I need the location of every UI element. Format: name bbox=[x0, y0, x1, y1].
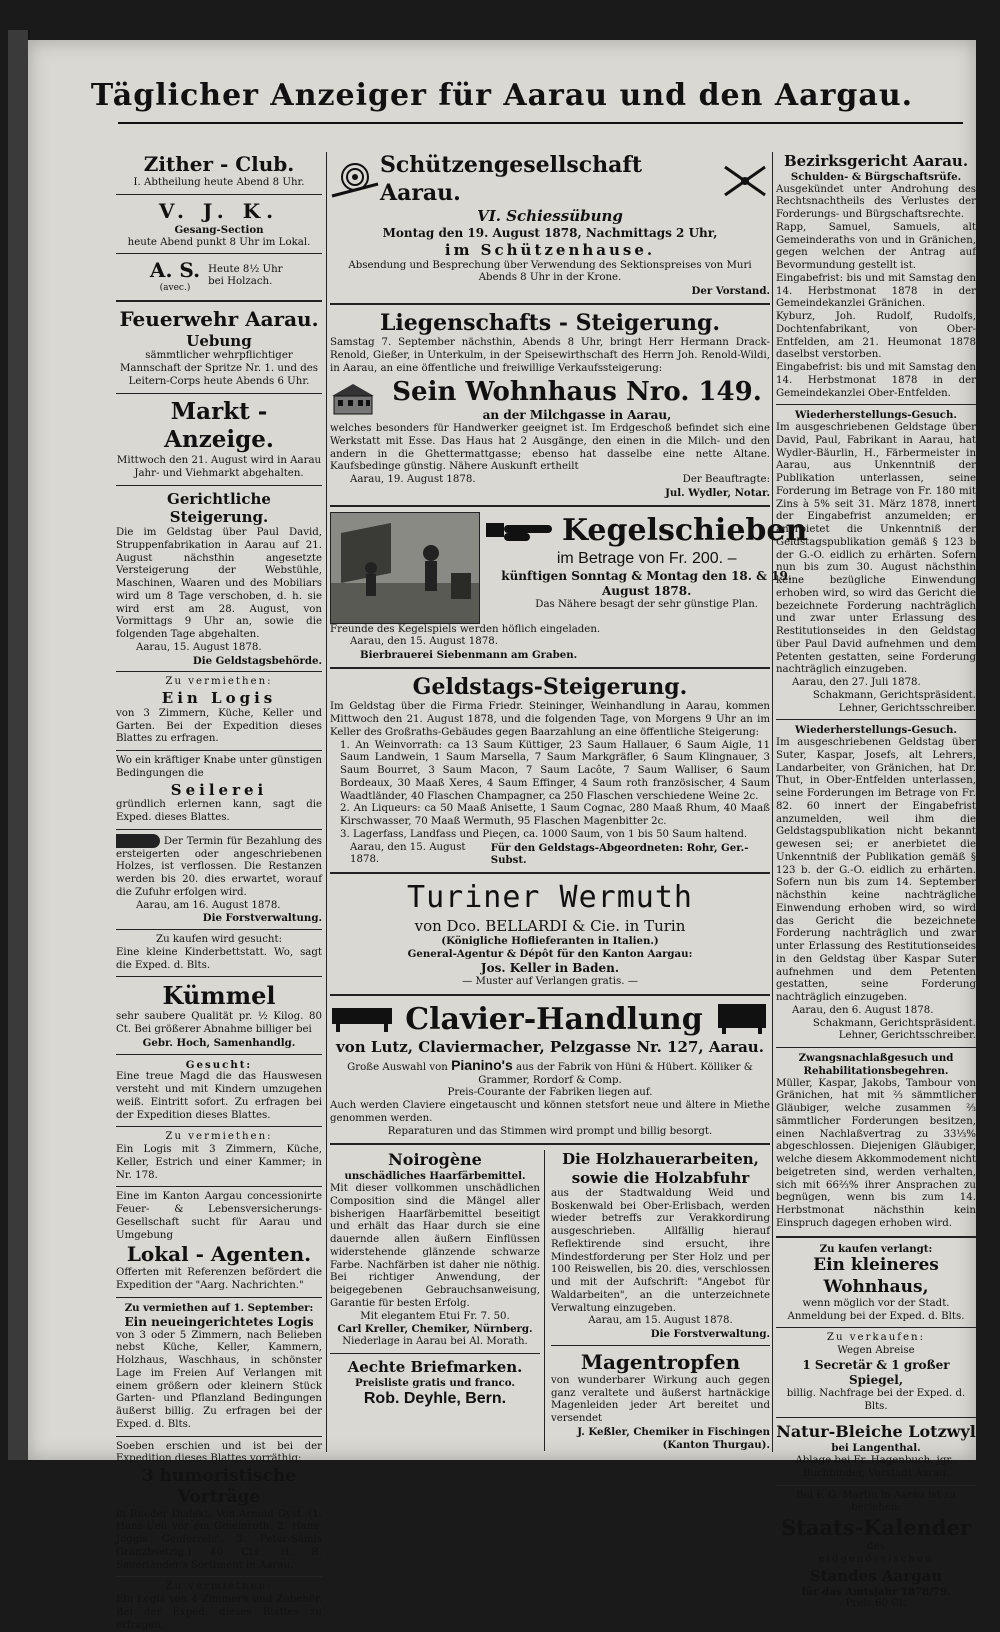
staats-year: für das Amtsjahr 1878/79. bbox=[801, 1585, 951, 1598]
schuetzen-place: im Schützenhause. bbox=[444, 240, 656, 259]
staats-intro: Bei F. G. Martin in Aarau ist zu beziehen: bbox=[796, 1489, 956, 1514]
natur-title: Natur-Bleiche Lotzwyl bbox=[776, 1422, 976, 1442]
sec-title: 1 Secretär & 1 großer Spiegel, bbox=[802, 1357, 950, 1387]
logis-text: von 3 Zimmern, Küche, Keller und Garten. Bei der Expedition dieses Blattes zu erfragen. bbox=[116, 707, 322, 745]
kegel-plan: Das Nähere besagt der sehr günstige Plan. bbox=[535, 599, 758, 610]
wermuth-title: Turiner Wermuth bbox=[407, 880, 693, 915]
sec-text2: billig. Nachfrage bei der Exped. d. Blts. bbox=[786, 1387, 966, 1412]
kegel-sub: im Betrage von Fr. 200. – bbox=[556, 550, 737, 567]
feuer-text: sämmtlicher wehrpflichtiger Mannschaft der Spritze Nr. 1. und des Leitern-Corps heute Abends 6 Uhr. bbox=[119, 350, 319, 387]
wohnhaus-title: Ein kleineres Wohnhaus, bbox=[813, 1255, 939, 1297]
liegen-date: Aarau, 19. August 1878. bbox=[350, 474, 476, 485]
sept-title: Ein neueingerichtetes Logis bbox=[124, 1314, 314, 1329]
magen-text: von wunderbarer Wirkung auch gegen ganz veraltete und äußerst hartnäckige Magenleiden jeder Art bereitet und versendet bbox=[551, 1374, 770, 1424]
kegel-ad bbox=[330, 512, 808, 624]
liegen-sign1: Der Beauftragte: bbox=[682, 474, 770, 485]
schuetzen-date: Montag den 19. August 1878, Nachmittags 2 Uhr, bbox=[382, 225, 718, 240]
house-icon bbox=[330, 382, 376, 416]
clavier-pian: Pianino's bbox=[451, 1056, 513, 1073]
bez-sub: Schulden- & Bürgschaftsrüfe. bbox=[790, 170, 962, 183]
bez-text3: Eingabefrist: bis und mit Samstag den 14. Herbstmonat 1878 in der Gemeindekanzlei Gränichen. bbox=[776, 272, 976, 310]
noir-text: Mit dieser vollkommen unschädlichen Composition sind die Mängel aller bisherigen Haarfärbemittel beseitigt und erhält das Haar durch sie eine dauernde allen äußern Einflüssen widerstehende glänzende schwarze Farbe. Nachfärben ist daher nie nöthig. Bei richtiger Anwendung, der beigegebenen Gebrauchsanweisung, Garantie für besten Erfolg. bbox=[330, 1183, 540, 1309]
crossed-rifles-icon bbox=[720, 162, 770, 198]
logis-title: Ein Logis bbox=[161, 689, 277, 707]
wohnhaus-text: wenn möglich vor der Stadt. Anmeldung bei der Exped. d. Blts. bbox=[787, 1297, 965, 1322]
markt-text: Mittwoch den 21. August wird in Aarau Jahr- und Viehmarkt abgehalten. bbox=[116, 455, 322, 479]
as-title: A. S. bbox=[149, 258, 201, 283]
page-edge bbox=[8, 30, 30, 1460]
wermuth-name: Jos. Keller in Baden. bbox=[480, 960, 620, 975]
feuer-title: Feuerwehr Aarau. bbox=[119, 306, 319, 331]
bottom-middle bbox=[330, 1150, 770, 1451]
wied2-sign1: Schakmann, Gerichtspräsident. bbox=[812, 1017, 976, 1029]
masthead-rule bbox=[118, 122, 963, 124]
liegen-footer bbox=[330, 474, 770, 487]
holzh-ad bbox=[551, 1150, 770, 1451]
as-avec: (avec.) bbox=[159, 283, 191, 294]
wied2-text: Im ausgeschriebenen Geldstag über Suter, Kaspar, Josefs, alt Lehrers, Landarbeiter, von Gränichen, hat Dr. Thut, in Ober-Entfelden unterlassen, seine Forderungen im Betrage von Fr. 82. 60 innert der Eingabefrist anzumelden, weil ihm die Geldstagspublikation nicht bekannt gewesen sei; er anerbietet die Unkenntniß der Publikation gemäß § 123 b. der G.-O. eidlich zu erhärten. Sofern nun bis zum 14. September nächsthin keine nachträgliche Einwendung erhoben wird, so wird das Gericht die bezeichnete Forderung nachträglich und zwar unter Erlassung des Restitutionseides in den Geldstag über Kaspar Suter aufnehmen und dem Petenten gestatten, seine Forderung nachträglich einzugeben. bbox=[776, 737, 976, 1003]
seilerei-title: Seilerei bbox=[170, 780, 268, 799]
vjk-text1: Gesang-Section bbox=[174, 223, 264, 236]
left-column bbox=[116, 152, 322, 1632]
knabe-text: Wo ein kräftiger Knabe unter günstigen Bedingungen die bbox=[116, 755, 322, 779]
noir-sign: Carl Kreller, Chemiker, Nürnberg. bbox=[337, 1323, 533, 1336]
target-icon bbox=[330, 162, 380, 198]
bez-title: Bezirksgericht Aarau. bbox=[783, 152, 969, 170]
zwang-text: Müller, Kaspar, Jakobs, Tambour von Gränichen, hat mit ⅔ sämmtlicher Gläubiger, welche zusammen ⅔ sämmtlicher Forderungen besitzen, einen Nachlaßvertrag zu 33⅓% abgeschlossen. Diejenigen Gläubiger, welche diesem Akkommodement nicht beigetreten sind, werden verhalten, sich mit 66⅔% ihrer Ansprachen zu begnügen, wenn bis zum 14. Herbstmonat nächsthin kein Einspruch dagegen erhoben wird. bbox=[776, 1077, 976, 1229]
markt-title: Markt - Anzeige. bbox=[164, 397, 274, 454]
kegel-title: Kegelschieben bbox=[562, 512, 808, 548]
right-column bbox=[776, 152, 976, 1611]
liegen-house-row bbox=[330, 376, 770, 424]
clavier-text5: Reparaturen und das Stimmen wird prompt und billig besorgt. bbox=[387, 1125, 713, 1137]
brief-name: Rob. Deyhle, Bern. bbox=[363, 1390, 507, 1408]
kinder-text: Eine kleine Kinderbettstatt. Wo, sagt die Exped. d. Blts. bbox=[116, 946, 322, 971]
wied1-title: Wiederherstellungs-Gesuch. bbox=[795, 409, 957, 422]
kuemmel-sign: Gebr. Hoch, Samenhandlg. bbox=[142, 1036, 296, 1049]
feuer-sub: Uebung bbox=[186, 331, 252, 350]
clavier-text2: aus der Fabrik von Hüni & Hübert. Kölliker & Grammer, Rordorf & Comp. bbox=[478, 1061, 753, 1086]
holzh-date: Aarau, am 15. August 1878. bbox=[588, 1315, 733, 1327]
sept-text: von 3 oder 5 Zimmern, nach Belieben nebst Küche, Keller, Kammern, Holzhaus, Waschhaus, in schönster Lage im Freien Auf Verlangen mit einem größern oder kleinern Stück Garten- und Pflanzland Bedingungen äußerst billig. Zu erfragen bei der Exped. d. Blts. bbox=[116, 1329, 322, 1430]
wermuth-sub: von Dco. BELLARDI & Cie. in Turin bbox=[414, 916, 686, 935]
schuetzen-sign: Der Vorstand. bbox=[691, 285, 770, 297]
brief-title: Aechte Briefmarken. bbox=[347, 1357, 523, 1376]
natur-sub: bei Langenthal. bbox=[831, 1442, 921, 1455]
pointing-hand-icon bbox=[486, 517, 556, 543]
zither-title: Zither - Club. bbox=[143, 152, 295, 176]
geld-sign: Für den Geldstags-Abgeordneten: Rohr, Ger.-Subst. bbox=[490, 841, 749, 867]
logis2-text: Ein Logis mit 3 Zimmern, Küche, Keller, Estrich und einer Kammer; in Nr. 178. bbox=[116, 1144, 322, 1181]
schuetzen-title: Schützengesellschaft Aarau. bbox=[380, 152, 643, 206]
holzh-text: aus der Stadtwaldung Weid und Boskenwald bei Ober-Erlisbach, werden wieder betreffs zur Verakkordirung ausgeschrieben. Allfällig hierauf Reflektirende sind ersucht, ihre Mindestforderung per Ster Holz und per 100 Reiswellen, bis 20. dies, verschlossen und mit der Aufschrift: "Angebot für Waldarbeiten", an die unterzeichnete Verwaltung einzugeben. bbox=[551, 1187, 770, 1314]
wied2-sign2: Lehner, Gerichtsschreiber. bbox=[838, 1030, 976, 1042]
bez-text1: Ausgekündet unter Androhung des Rechtsnachtheils des Verlustes der Forderungs- und Bürgschaftsrechte. bbox=[776, 183, 976, 220]
liegen-title: Liegenschafts - Steigerung. bbox=[379, 309, 721, 336]
kegel-date: künftigen Sonntag & Montag den 18. & 19. August 1878. bbox=[501, 569, 793, 598]
vortrag-title: 3 humoristische Vorträge bbox=[141, 1466, 297, 1508]
wermuth-agent: General-Agentur & Dépôt für den Kanton Aargau: bbox=[407, 948, 693, 960]
wermuth-muster: — Muster auf Verlangen gratis. — bbox=[462, 975, 638, 987]
zukaufen: Zu kaufen wird gesucht: bbox=[155, 934, 283, 945]
masthead: Täglicher Anzeiger für Aarau und den Aargau. bbox=[90, 78, 914, 113]
lokal-title: Lokal - Agenten. bbox=[126, 1242, 312, 1267]
as-text: Heute 8½ Uhr bei Holzach. bbox=[208, 263, 283, 288]
ger-text: Die im Geldstag über Paul David, Struppenfabrikation in Aarau auf 21. August nächsthin angesetzte Versteigerung der Webstühle, Maschinen, Waaren und des Mobiliars wird um 8 Tage verschoben, d. h. sie wird erst am 28. August, von Vormittags 9 Uhr an, sowie die folgenden Tage abgehalten. bbox=[116, 527, 322, 640]
magd-text: Eine treue Magd die das Hauswesen versteht und mit Kindern umzugehen weiß. Eintritt sofort. Zu erfragen bei der Expedition dieses Blattes. bbox=[116, 1071, 322, 1121]
holzh-sign: Die Forstverwaltung. bbox=[650, 1328, 770, 1340]
ger-title: Gerichtliche Steigerung. bbox=[167, 489, 271, 527]
noir-sub: unschädliches Haarfärbemittel. bbox=[344, 1170, 526, 1183]
wied1-sign2: Lehner, Gerichtsschreiber. bbox=[838, 702, 976, 714]
magen-sign: J. Keßler, Chemiker in Fischingen (Kanton Thurgau). bbox=[577, 1425, 770, 1451]
wied1-sign1: Schakmann, Gerichtspräsident. bbox=[812, 689, 976, 701]
liegen-street: an der Milchgasse in Aarau, bbox=[482, 408, 672, 422]
staats-stand: Standes Aargau bbox=[809, 1566, 943, 1585]
feuerv-text: Eine im Kanton Aargau concessionirte Feuer- & Lebensversicherungs-Gesellschaft sucht für Aarau und Umgebung bbox=[116, 1191, 322, 1241]
lokal-text: Offerten mit Referenzen befördert die Expedition der "Aarg. Nachrichten." bbox=[116, 1267, 322, 1291]
clavier-text1: Große Auswahl von bbox=[347, 1061, 448, 1073]
column-divider-left bbox=[326, 152, 327, 1452]
staats-price: Preis 60 Ct. bbox=[845, 1598, 907, 1610]
wermuth-sub2: (Königliche Hoflieferanten in Italien.) bbox=[441, 935, 659, 948]
logis3-text: Ein Logis von 4 Zimmern und Zubehör. Bei der Exped. dieses Blattes zu erfragen. bbox=[116, 1594, 322, 1631]
magen-title: Magentropfen bbox=[580, 1349, 741, 1374]
liegen-text2: welches besonders für Handwerker geeignet ist. Im Erdgeschoß befindet sich eine Werkstatt mit Esse. Das Haus hat 2 Ausgänge, den einen in die Milch- und den andern in die Ghettermattgasse; ebenso hat dasselbe eine nette Altane. Kaufsbedinge günstig. Nähere Auskunft ertheilt bbox=[330, 423, 770, 473]
middle-column bbox=[330, 152, 808, 1451]
liegen-sign2: Jul. Wydler, Notar. bbox=[665, 486, 770, 499]
kegel-date2: Aarau, den 15. August 1878. bbox=[350, 636, 498, 648]
noir-ad bbox=[330, 1150, 545, 1451]
geld-text: Im Geldstag über die Firma Friedr. Steininger, Weinhandlung in Aarau, kommen Mittwoch den 21. August 1878, und die folgenden Tage, von Morgens 9 Uhr an im Keller des Großraths-Gebäudes gegen Baarzahlung an eine öffentliche Steigerung: bbox=[330, 701, 770, 738]
clavier-header bbox=[330, 1001, 770, 1039]
geld-footer bbox=[330, 842, 770, 868]
schuetzen-text: Absendung und Besprechung über Verwendung des Sektionspreises von Muri Abends 8 Uhr in der Krone. bbox=[348, 259, 752, 284]
zuverm3: Zu vermiethen: bbox=[165, 1581, 273, 1593]
ger-sign: Die Geldstagsbehörde. bbox=[192, 654, 322, 667]
clavier-title: Clavier-Handlung bbox=[405, 1001, 703, 1037]
kuemmel-title: Kümmel bbox=[162, 981, 276, 1011]
holz-sign: Die Forstverwaltung. bbox=[202, 912, 322, 925]
vortrag-intro: Soeben erschien und ist bei der Expedition dieses Blattes vorräthig: bbox=[116, 1440, 322, 1465]
as-ad bbox=[116, 258, 322, 294]
wied1-date: Aarau, den 27. Juli 1878. bbox=[792, 677, 921, 688]
holzh-title: Die Holzhauerarbeiten, sowie die Holzabfuhr bbox=[562, 1150, 759, 1187]
sec-text1: Wegen Abreise bbox=[837, 1345, 915, 1356]
kegel-text: Freunde des Kegelspiels werden höflich eingeladen. bbox=[330, 623, 601, 635]
noir-price: Mit elegantem Etui Fr. 7. 50. bbox=[360, 1310, 510, 1322]
clavier-text4: Auch werden Claviere eingetauscht und können stetsfort neue und ältere in Miethe genommen werden. bbox=[330, 1100, 770, 1124]
staats-des: des bbox=[867, 1541, 885, 1553]
gesucht: Gesucht: bbox=[185, 1058, 253, 1071]
zither-text: I. Abtheilung heute Abend 8 Uhr. bbox=[133, 177, 305, 188]
vortrag-text: in Rueder Dialekt. Von Arnold Gyst. (1. Hans-Ueli vor em Gmeinroth. 2. Hans-Joggis Genferreis'. 3. Peter-Sämis Gränzbsetzig.) 40 Cts. H. R. Sauerländer's Sortiment in Aarau. bbox=[116, 1508, 322, 1571]
natur-text: Ablage bei Fr. Hagenbuch, jgr., Buchbinder, Vorstadt Aarau. bbox=[795, 1455, 957, 1479]
newspaper-page bbox=[28, 40, 976, 1631]
clavier-sub: von Lutz, Claviermacher, Pelzgasse Nr. 127, Aarau. bbox=[336, 1038, 764, 1056]
seilerei-text: gründlich erlernen kann, sagt die Exped. dieses Blattes. bbox=[116, 799, 322, 823]
zuverm1: Zu vermiethen: bbox=[165, 676, 273, 688]
wied2-title: Wiederherstellungs-Gesuch. bbox=[795, 724, 957, 737]
noir-title: Noirogène bbox=[388, 1150, 482, 1170]
bez-text4: Kyburz, Joh. Rudolf, Rudolfs, Dochtenfabrikant, von Ober-Entfelden, am 21. Heumonat 1878 daselbst verstorben. bbox=[776, 311, 976, 361]
kuemmel-text: sehr saubere Qualität pr. ½ Kilog. 80 Ct. Bei größerer Abnahme billiger bei bbox=[116, 1011, 322, 1035]
vjk-text2: heute Abend punkt 8 Uhr im Lokal. bbox=[127, 236, 311, 248]
column-divider-right bbox=[772, 152, 773, 1452]
noir-dep: Niederlage in Aarau bei Al. Morath. bbox=[342, 1336, 528, 1347]
piano-icon bbox=[330, 1004, 394, 1034]
geld-item2: 2. An Liqueurs: ca 50 Maaß Anisette, 1 Saum Cognac, 280 Maaß Rhum, 40 Maaß Kirschwasser, 70 Maaß Wermuth, 95 Flaschen Magenbitter 2c. bbox=[340, 803, 770, 827]
zuverm2: Zu vermiethen: bbox=[165, 1131, 273, 1143]
holz-date: Aarau, am 16. August 1878. bbox=[136, 899, 281, 911]
liegen-big: Sein Wohnhaus Nro. 149. bbox=[392, 376, 762, 407]
kegel-sign: Bierbrauerei Siebenmann am Graben. bbox=[360, 649, 578, 661]
wied2-date: Aarau, den 6. August 1878. bbox=[792, 1004, 934, 1016]
clavier-text3: Preis-Courante der Fabriken liegen auf. bbox=[447, 1087, 653, 1099]
verkaufen: Zu verkaufen: bbox=[826, 1332, 926, 1344]
schuetzen-header bbox=[330, 152, 770, 207]
sept-head: Zu vermiethen auf 1. September: bbox=[124, 1301, 314, 1314]
bowling-illustration bbox=[330, 512, 480, 624]
liegen-text: Samstag 7. September nächsthin, Abends 8 Uhr, bringt Herr Hermann Drack-Renold, Gießer, in Unterkulm, in der Speisewirthschaft des Herrn Joh. Renold-Wildi, in Aarau, an eine öffentliche und freiwillige Verkaufssteigerung: bbox=[330, 337, 770, 374]
geld-item1: 1. An Weinvorrath: ca 13 Saum Küttiger, 23 Saum Hallauer, 6 Saum Aigle, 11 Saum Landwein, 1 Saum Marsella, 7 Saum Markgräfler, 6 Saum Klingnauer, 3 Saum Bourret, 3 Saum Macon, 7 Saum Lacôte, 7 Saum Walliser, 6 Saum Bordeaux, 30 Maaß Xeres, 4 Saum Effinger, 4 Saum roth französischer, 4 Saum Waadtländer, 40 Flaschen Champagner, ca 250 Flaschen verschiedene Weine 2c. bbox=[340, 739, 770, 802]
holz-text: Der Termin für Bezahlung des ersteigerten oder angeschriebenen Holzes, ist verflossen. Die Restanzen werden bis 20. dies erwartet, worauf die Zufuhr erfolgen wird. bbox=[116, 835, 322, 898]
geld-date: Aarau, den 15. August 1878. bbox=[350, 841, 466, 866]
staats-eid: eidgenössischen bbox=[818, 1554, 934, 1565]
ger-date: Aarau, 15. August 1878. bbox=[136, 641, 262, 653]
pointing-hand-icon bbox=[116, 834, 160, 848]
geld-item3: 3. Lagerfass, Landfass und Pieçen, ca. 1000 Saum, von 1 bis 50 Saum haltend. bbox=[340, 828, 748, 840]
staats-title: Staats-Kalender bbox=[781, 1515, 971, 1540]
zwang-title: Zwangsnachlaßgesuch und Rehabilitationsbegehren. bbox=[798, 1052, 954, 1077]
upright-piano-icon bbox=[714, 1002, 770, 1036]
bez-text2: Rapp, Samuel, Samuels, alt Gemeinderaths von und in Gränichen, gegen welchen der Antrag auf Bevormundung gestellt ist. bbox=[776, 221, 976, 271]
right-zukaufen: Zu kaufen verlangt: bbox=[819, 1242, 933, 1255]
geld-title: Geldstags-Steigerung. bbox=[412, 673, 688, 700]
wied1-text: Im ausgeschriebenen Geldstage über David, Paul, Fabrikant in Aarau, hat Wydler-Bäurlin, H., Färbermeister in Aarau, aus Unkenntniß der Publikation unterlassen, seine Forderung im Betrage von Fr. 180 mit Zins à 5% seit 31. März 1878, innert der Eingabefrist anzumelden; er anerbietet die Unkenntniß der Geldstagspublikation gemäß § 123 b der G.-O. eidlich zu erhärten. Sofern nun bis zum 30. August nächsthin keine bezügliche Einwendung erhoben wird, so wird das Gericht die bezeichnete Forderung nachträglich und zwar unter Erlassung des Restitutionseides in den Geldstag über Paul David aufnehmen und dem Petenten gestatten, seine Forderung nachträglich einzugeben. bbox=[776, 422, 976, 676]
brief-sub: Preisliste gratis und franco. bbox=[355, 1376, 515, 1389]
vjk-title: V. J. K. bbox=[158, 198, 280, 223]
schuetzen-sub: VI. Schiessübung bbox=[477, 207, 623, 225]
bez-text5: Eingabefrist: bis und mit Samstag den 14. Herbstmonat 1878 in der Gemeindekanzlei Ober-Entfelden. bbox=[776, 362, 976, 399]
